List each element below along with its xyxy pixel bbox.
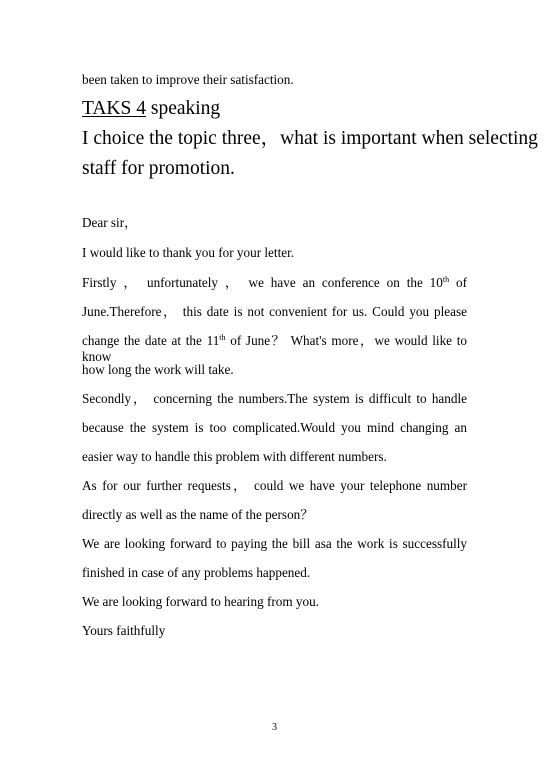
- paragraph-4-line-2: finished in case of any problems happened.: [82, 565, 311, 580]
- intro-line: been taken to improve their satisfaction.: [82, 72, 294, 87]
- task-heading: [82, 98, 220, 120]
- paragraph-4-line-1: We are looking forward to paying the bill asa the work is successfully: [82, 536, 467, 551]
- page-number: 3: [272, 722, 277, 733]
- topic-line-1: I choice the topic three，what is important when selecting: [82, 128, 538, 149]
- paragraph-2-line-1: Secondly， concerning the numbers.The system is difficult to handle: [82, 391, 467, 406]
- paragraph-1-line-3: change the date at the 11th of June？ What's more，we would like to know: [82, 333, 467, 364]
- paragraph-5: We are looking forward to hearing from you.: [82, 594, 319, 609]
- paragraph-1-line-4: how long the work will take.: [82, 362, 234, 377]
- paragraph-1-line-2: June.Therefore， this date is not convenient for us. Could you please: [82, 304, 467, 319]
- letter-salutation: Dear sir，: [82, 215, 138, 230]
- paragraph-3-line-1: As for our further requests， could we have your telephone number: [82, 478, 467, 493]
- task-heading-label: speaking: [145, 98, 221, 119]
- topic-line-2: staff for promotion.: [82, 158, 235, 179]
- task-heading-number: TAKS 4: [82, 98, 146, 119]
- paragraph-1-line-1: Firstly ， unfortunately ， we have an conference on the 10th of: [82, 275, 467, 290]
- letter-closing: Yours faithfully: [82, 623, 166, 638]
- paragraph-2-line-2: because the system is too complicated.Would you mind changing an: [82, 420, 467, 435]
- paragraph-2-line-3: easier way to handle this problem with different numbers.: [82, 449, 387, 464]
- letter-thanks: I would like to thank you for your letter.: [82, 245, 295, 260]
- paragraph-3-line-2: directly as well as the name of the person？: [82, 507, 314, 522]
